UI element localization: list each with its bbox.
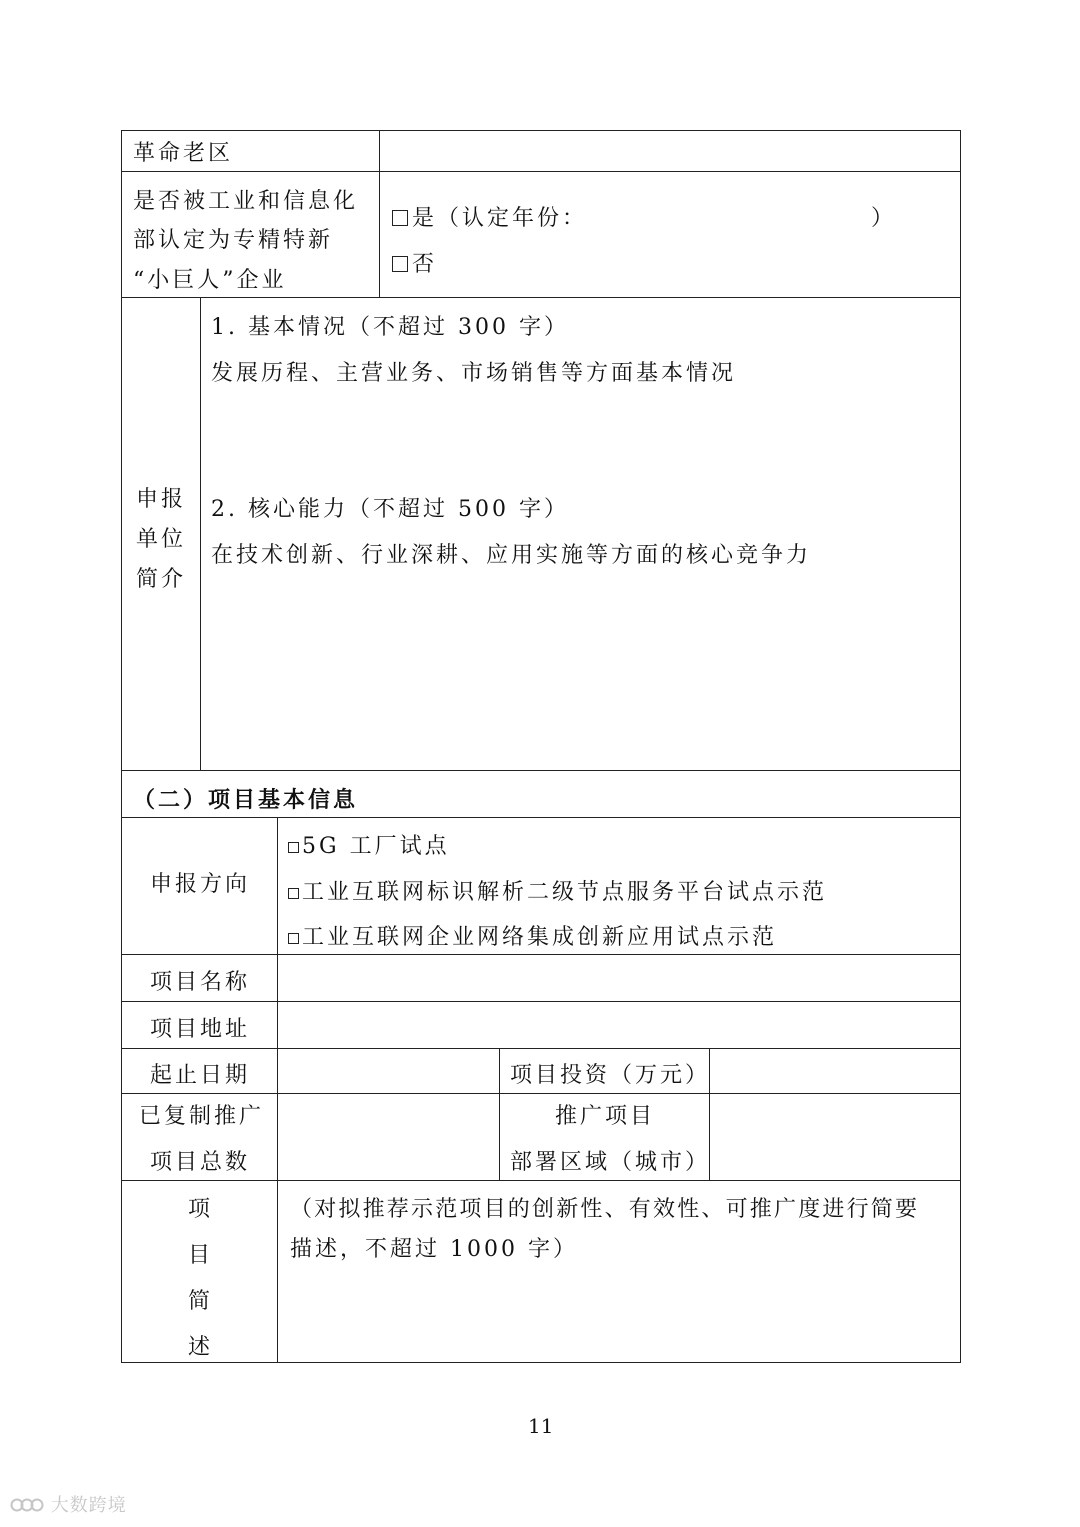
little-giant-yes-close-paren: ） [871,206,897,231]
summary-label-char-3: 简 [188,1289,214,1314]
col-divider [200,297,201,770]
investment-label: 项目投资（万元） [510,1063,711,1088]
intro-item1-desc: 发展历程、主营业务、市场销售等方面基本情况 [211,361,737,386]
project-name-label: 项目名称 [150,970,251,995]
col-divider [379,130,380,297]
little-giant-label-line-1: 是否被工业和信息化 [133,189,359,214]
project-address-label: 项目地址 [150,1017,251,1042]
checkbox-network-integration[interactable] [288,933,299,944]
intro-label-line-3: 简介 [136,567,187,592]
summary-textarea[interactable] [280,1183,957,1360]
little-giant-label-line-3: “小巨人”企业 [133,268,287,293]
replicated-count-input[interactable] [280,1096,497,1178]
row-divider [121,770,961,771]
investment-input[interactable] [712,1051,957,1091]
section-2-title: （二）项目基本信息 [133,787,359,813]
direction-option-1-label: 5G 工厂试点 [302,834,450,859]
little-giant-no-label: 否 [412,252,438,277]
summary-label-char-1: 项 [188,1197,214,1222]
region-label-line-2: 部署区域（城市） [510,1150,711,1175]
summary-label-char-4: 述 [188,1335,214,1360]
region-label-line-1: 推广项目 [555,1104,656,1129]
replicated-label-line-2: 项目总数 [150,1150,251,1175]
intro-item2-title: 2. 核心能力（不超过 500 字） [211,497,569,522]
summary-desc-line-1: （对拟推荐示范项目的创新性、有效性、可推广度进行简要 [290,1197,920,1222]
checkbox-identity-resolution[interactable] [288,888,299,899]
summary-label-char-2: 目 [188,1243,214,1268]
direction-option-2[interactable] [288,882,827,904]
dates-label: 起止日期 [150,1063,251,1088]
direction-label: 申报方向 [150,872,251,897]
direction-option-3-label: 工业互联网企业网络集成创新应用试点示范 [302,925,778,950]
intro-label-line-1: 申报 [136,487,187,512]
row-divider [121,1093,961,1094]
region-input[interactable] [712,1096,957,1178]
watermark [10,1491,127,1517]
direction-option-1[interactable] [288,836,450,858]
little-giant-label-line-2: 部认定为专精特新 [133,228,334,253]
row-divider [121,1001,961,1002]
row-divider [121,954,961,955]
intro-item1-title: 1. 基本情况（不超过 300 字） [211,315,569,340]
watermark-text: 大数跨境 [50,1495,127,1516]
direction-option-2-label: 工业互联网标识解析二级节点服务平台试点示范 [302,880,828,905]
replicated-label-line-1: 已复制推广 [139,1104,265,1129]
checkbox-yes[interactable] [392,210,408,226]
little-giant-no-option[interactable] [392,254,437,276]
intro-textarea[interactable] [203,300,957,767]
old-revolutionary-area-input[interactable] [382,133,957,169]
intro-item2-desc: 在技术创新、行业深耕、应用实施等方面的核心竞争力 [211,543,812,568]
project-address-input[interactable] [280,1004,957,1046]
row-divider [121,1048,961,1049]
project-name-input[interactable] [280,957,957,999]
row-divider [121,297,961,298]
row-divider [121,817,961,818]
col-divider [499,1048,500,1180]
direction-option-3[interactable] [288,927,777,949]
checkbox-no[interactable] [392,256,408,272]
little-giant-yes-label: 是（认定年份： [412,206,588,231]
dates-input[interactable] [280,1051,497,1091]
little-giant-yes-option[interactable] [392,208,587,230]
watermark-logo-icon [10,1495,44,1515]
row-divider [121,171,961,172]
col-divider [277,817,278,1363]
summary-desc-line-2: 描述，不超过 1000 字） [290,1237,578,1262]
intro-label-line-2: 单位 [136,527,187,552]
page-number: 11 [528,1414,554,1438]
old-revolutionary-area-label: 革命老区 [133,141,234,166]
row-divider [121,1180,961,1181]
checkbox-5g-factory[interactable] [288,842,299,853]
